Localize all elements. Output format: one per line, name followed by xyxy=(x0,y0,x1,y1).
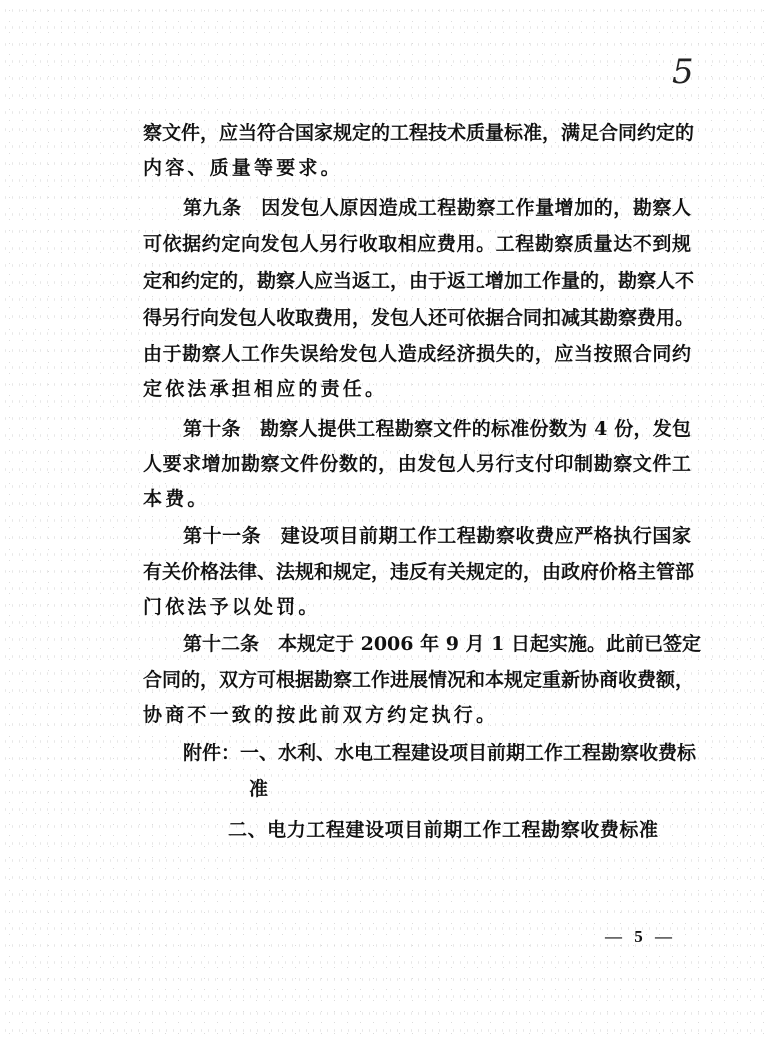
attachments-line-2: 二、电力工程建设项目前期工作工程勘察收费标准 xyxy=(228,819,658,841)
article-10-heading-line: 第十条 勘察人提供工程勘察文件的标准份数为 4 份，发包 xyxy=(183,418,691,440)
text-line: 合同的，双方可根据勘察工作进展情况和本规定重新协商收费额， xyxy=(143,669,695,691)
text-line: 有关价格法律、法规和规定，违反有关规定的，由政府价格主管部 xyxy=(143,561,695,583)
text-line: 察文件，应当符合国家规定的工程技术质量标准，满足合同约定的 xyxy=(143,122,695,144)
text-line: 定和约定的，勘察人应当返工，由于返工增加工作量的，勘察人不 xyxy=(143,270,695,292)
text-line: 本费。 xyxy=(143,488,210,510)
text-line: 协商不一致的按此前双方约定执行。 xyxy=(143,704,499,726)
text-line: 得另行向发包人收取费用，发包人还可依据合同扣减其勘察费用。 xyxy=(143,307,695,329)
article-12-heading-line: 第十二条 本规定于 2006 年 9 月 1 日起实施。此前已签定 xyxy=(183,633,702,655)
attachments-line: 附件：一、水利、水电工程建设项目前期工作工程勘察收费标 xyxy=(183,742,697,764)
text-line: 门依法予以处罚。 xyxy=(143,596,321,618)
handwritten-page-mark: 5 xyxy=(672,52,694,92)
text-line: 由于勘察人工作失误给发包人造成经济损失的，应当按照合同约 xyxy=(143,343,691,365)
text-line: 可依据约定向发包人另行收取相应费用。工程勘察质量达不到规 xyxy=(143,233,691,255)
page-number: — 5 — xyxy=(605,927,676,946)
article-9-heading-line: 第九条 因发包人原因造成工程勘察工作量增加的，勘察人 xyxy=(183,197,691,219)
article-11-heading-line: 第十一条 建设项目前期工作工程勘察收费应严格执行国家 xyxy=(183,525,691,547)
text-line: 内容、质量等要求。 xyxy=(143,157,343,179)
attachments-line-wrap: 准 xyxy=(249,778,272,800)
text-line: 定依法承担相应的责任。 xyxy=(143,378,388,400)
text-line: 人要求增加勘察文件份数的，由发包人另行支付印制勘察文件工 xyxy=(143,453,691,475)
